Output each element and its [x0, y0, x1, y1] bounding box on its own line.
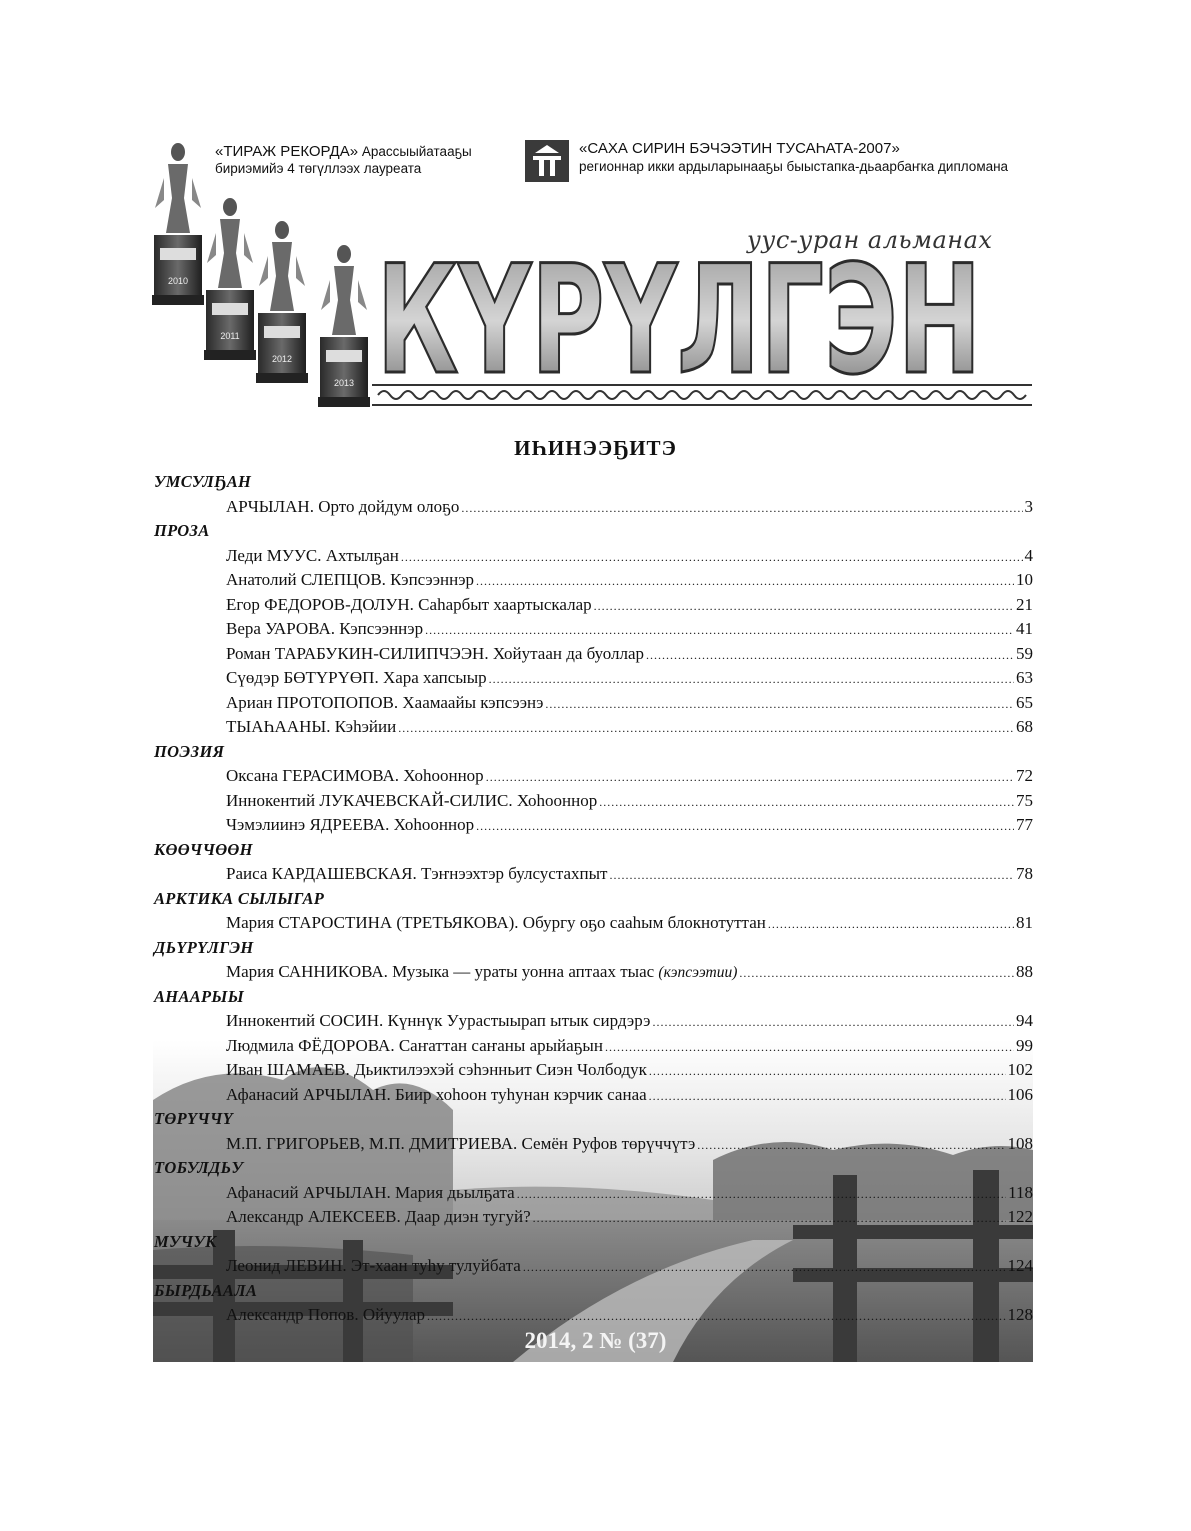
issue-number: 2014, 2 № (37) — [524, 1328, 667, 1353]
entry-page: 128 — [1007, 1305, 1033, 1324]
entry-title — [226, 960, 737, 986]
toc-entry[interactable] — [153, 617, 1033, 642]
toc-section-arktika: АРКТИКА СЫЛЫГАР — [154, 888, 325, 908]
entry-title: Людмила ФЁДОРОВА. Саҥаттан саҥаны арыйаҕын — [226, 1035, 603, 1055]
entry-page: 102 — [1007, 1060, 1033, 1079]
trophy-2010 — [152, 143, 204, 305]
entry-page: 72 — [1016, 766, 1033, 785]
trophy-year: 2013 — [333, 378, 355, 388]
toc-entry[interactable] — [153, 666, 1033, 691]
table-of-contents — [153, 470, 1033, 1328]
entry-title: Иннокентий СОСИН. Күннүк Уурастыырап ытык сирдэрэ — [226, 1011, 651, 1030]
toc-section-proza: ПРОЗА — [154, 521, 210, 540]
entry-page: 78 — [1016, 864, 1033, 883]
toc-entry[interactable] — [153, 1303, 1033, 1328]
toc-entry[interactable] — [153, 1083, 1033, 1108]
toc-entry[interactable] — [153, 544, 1033, 569]
entry-page: 108 — [1007, 1133, 1033, 1153]
leader-dots — [739, 961, 1014, 986]
entry-title: Леонид ЛЕВИН. Эт-хаан туһу тулуйбата — [226, 1256, 521, 1275]
entry-title: Егор ФЕДОРОВ-ДОЛУН. Саһарбыт хаартыскалар — [226, 594, 592, 614]
leader-dots — [401, 545, 1023, 570]
toc-entry[interactable] — [153, 568, 1033, 593]
entry-page: 75 — [1016, 790, 1033, 810]
toc-entry[interactable] — [153, 1034, 1033, 1059]
toc-entry[interactable] — [153, 691, 1033, 716]
award-left-title-suffix: Арассыыйатааҕы — [361, 144, 472, 159]
entry-title: Сүөдэр БӨТҮРҮӨП. Хара хапсыыр — [226, 668, 487, 687]
leader-dots — [461, 496, 1022, 521]
leader-dots — [599, 790, 1014, 815]
entry-title: Чэмэлиинэ ЯДРЕЕВА. Хоһооннор — [226, 815, 475, 834]
toc-entry[interactable] — [153, 1009, 1033, 1034]
leader-dots — [649, 1059, 1006, 1084]
entry-page: 77 — [1016, 815, 1033, 834]
toc-entry[interactable] — [153, 764, 1033, 789]
trophy-2011 — [204, 198, 256, 360]
toc-section-anaaryy: АНААРЫЫ — [154, 986, 245, 1006]
entry-title: Роман ТАРАБУКИН-СИЛИПЧЭЭН. Хойутаан да буоллар — [226, 643, 645, 663]
leader-dots — [427, 1304, 1006, 1329]
entry-title: Александр Попов. Ойуулар — [226, 1305, 425, 1324]
entry-title: Вера УАРОВА. Кэпсээннэр — [226, 619, 424, 638]
toc-entry[interactable] — [153, 715, 1033, 740]
leader-dots — [768, 912, 1014, 937]
toc-entry[interactable] — [153, 911, 1033, 936]
entry-page: 124 — [1007, 1256, 1033, 1275]
toc-section-dyurulgen: ДЬҮРҮЛГЭН — [154, 937, 254, 957]
trophy-year: 2012 — [271, 354, 293, 364]
leader-dots — [594, 594, 1014, 619]
leader-dots — [476, 814, 1014, 839]
entry-title: Мария СТАРОСТИНА (ТРЕТЬЯКОВА). Обургу оҕо саaһым блокнотуттан — [226, 913, 766, 932]
masthead-text: КҮРҮЛГЭН — [376, 252, 982, 380]
toc-section-poeziya: ПОЭЗИЯ — [154, 741, 225, 761]
toc-entry[interactable] — [153, 813, 1033, 838]
trophy-2012 — [256, 221, 308, 383]
entry-page: 10 — [1016, 570, 1033, 589]
entry-title: Александр АЛЕКСЕЕВ. Даар диэн тугуй? — [226, 1207, 531, 1226]
toc-entry[interactable] — [153, 593, 1033, 618]
award-left — [215, 143, 515, 177]
toc-entry[interactable] — [153, 789, 1033, 814]
toc-title: ИҺИНЭЭҔИТЭ — [514, 436, 677, 460]
entry-title: Ариан ПРОТОПОПОВ. Хаамаайы кэпсээнэ — [226, 692, 544, 712]
entry-title: Леди МУУС. Ахтылҕан — [226, 545, 399, 565]
entry-title: Оксана ГЕРАСИМОВА. Хоһооннор — [226, 766, 484, 785]
entry-page: 59 — [1016, 643, 1033, 663]
leader-dots — [489, 667, 1014, 692]
entry-page: 81 — [1016, 913, 1033, 932]
toc-section-byrdyaala: БЫРДЬААЛА — [154, 1280, 258, 1300]
entry-page: 118 — [1008, 1182, 1033, 1202]
entry-title: М.П. ГРИГОРЬЕВ, М.П. ДМИТРИЕВА. Семён Руфов төрүччүтэ — [226, 1133, 696, 1153]
leader-dots — [649, 1084, 1006, 1109]
toc-entry[interactable] — [153, 642, 1033, 667]
leader-dots — [646, 643, 1014, 668]
entry-page: 106 — [1007, 1084, 1033, 1104]
toc-section-koochchoon: КӨӨЧЧӨӨН — [154, 839, 253, 859]
toc-section-umsulgan: УМСУЛҔАН — [154, 472, 252, 491]
leader-dots — [486, 765, 1014, 790]
entry-title: Иван ШАМАЕВ. Дьиктилээхэй сэһэнньит Сиэн Чолбодук — [226, 1060, 647, 1079]
almanac-subtitle: уус-уран альманах — [747, 226, 993, 254]
entry-page: 3 — [1024, 496, 1033, 516]
toc-entry[interactable] — [153, 1254, 1033, 1279]
entry-page: 63 — [1016, 668, 1033, 687]
award-left-line2: бириэмийэ 4 төгүллээх лауреата — [215, 161, 422, 176]
leader-dots — [652, 1010, 1014, 1035]
toc-entry[interactable] — [153, 1132, 1033, 1157]
entry-title: Анатолий СЛЕПЦОВ. Кэпсээннэр — [226, 570, 475, 589]
leader-dots — [425, 618, 1014, 643]
leader-dots — [610, 863, 1015, 888]
entry-title-text: Мария САННИКОВА. Музыка — ураты уонна аптаах тыас — [226, 962, 655, 981]
award-right-line2: регионнар икки ардыларынааҕы быыстапка-дьаарбаҥка дипломана — [579, 159, 1009, 174]
entry-page: 4 — [1024, 545, 1033, 565]
trophy-year: 2011 — [220, 331, 240, 341]
toc-entry[interactable] — [153, 960, 1033, 985]
toc-entry[interactable] — [153, 862, 1033, 887]
leader-dots — [605, 1035, 1014, 1060]
toc-entry[interactable] — [153, 1058, 1033, 1083]
entry-genre-note: (кэпсээтии) — [658, 964, 738, 981]
entry-page: 21 — [1016, 594, 1033, 614]
toc-entry[interactable] — [153, 1205, 1033, 1230]
entry-title: Раиса КАРДАШЕВСКАЯ. Тэҥнээхтэр булсустахпыт — [226, 864, 608, 883]
entry-page: 68 — [1016, 717, 1033, 736]
toc-entry[interactable] — [153, 1181, 1033, 1206]
entry-page: 88 — [1016, 962, 1033, 981]
entry-title: ТЫАҺААНЫ. Кэһэйии — [226, 717, 397, 736]
toc-section-tobuldyu: ТОБУЛДЬУ — [154, 1158, 244, 1177]
entry-page: 65 — [1016, 692, 1033, 712]
award-left-title: «ТИРАЖ РЕКОРДА» — [215, 143, 359, 160]
entry-title: Иннокентий ЛУКАЧЕВСКАЙ-СИЛИС. Хоһооннор — [226, 790, 598, 810]
leader-dots — [523, 1255, 1006, 1280]
leader-dots — [398, 716, 1014, 741]
publisher-logo-icon — [525, 140, 569, 182]
toc-section-toruchchu: ТӨРҮЧЧҮ — [154, 1109, 234, 1128]
trophy-2013 — [318, 245, 370, 407]
entry-title: Афанасий АРЧЫЛАН. Мария дьылҕата — [226, 1182, 515, 1202]
ornament-band — [372, 382, 1032, 408]
entry-page: 41 — [1016, 619, 1033, 638]
entry-title: Афанасий АРЧЫЛАН. Биир хоһоон туһунан кэрчик санаа — [226, 1084, 647, 1104]
leader-dots — [697, 1133, 1005, 1158]
leader-dots — [545, 692, 1014, 717]
entry-page: 94 — [1016, 1011, 1033, 1030]
leader-dots — [476, 569, 1014, 594]
entry-title: АРЧЫЛАН. Орто дойдум олоҕо — [226, 496, 460, 516]
masthead-logo — [372, 252, 987, 380]
award-right-line1: «САХА СИРИН БЭЧЭЭТИН ТУСАҺАТА-2007» — [579, 140, 900, 157]
trophies-illustration — [150, 138, 380, 413]
toc-section-muchuk: МУЧУК — [154, 1231, 217, 1251]
trophy-year: 2010 — [167, 276, 189, 286]
toc-entry[interactable] — [153, 495, 1033, 520]
leader-dots — [533, 1206, 1006, 1231]
leader-dots — [517, 1182, 1006, 1207]
entry-page: 122 — [1007, 1207, 1033, 1226]
entry-page: 99 — [1016, 1035, 1033, 1055]
